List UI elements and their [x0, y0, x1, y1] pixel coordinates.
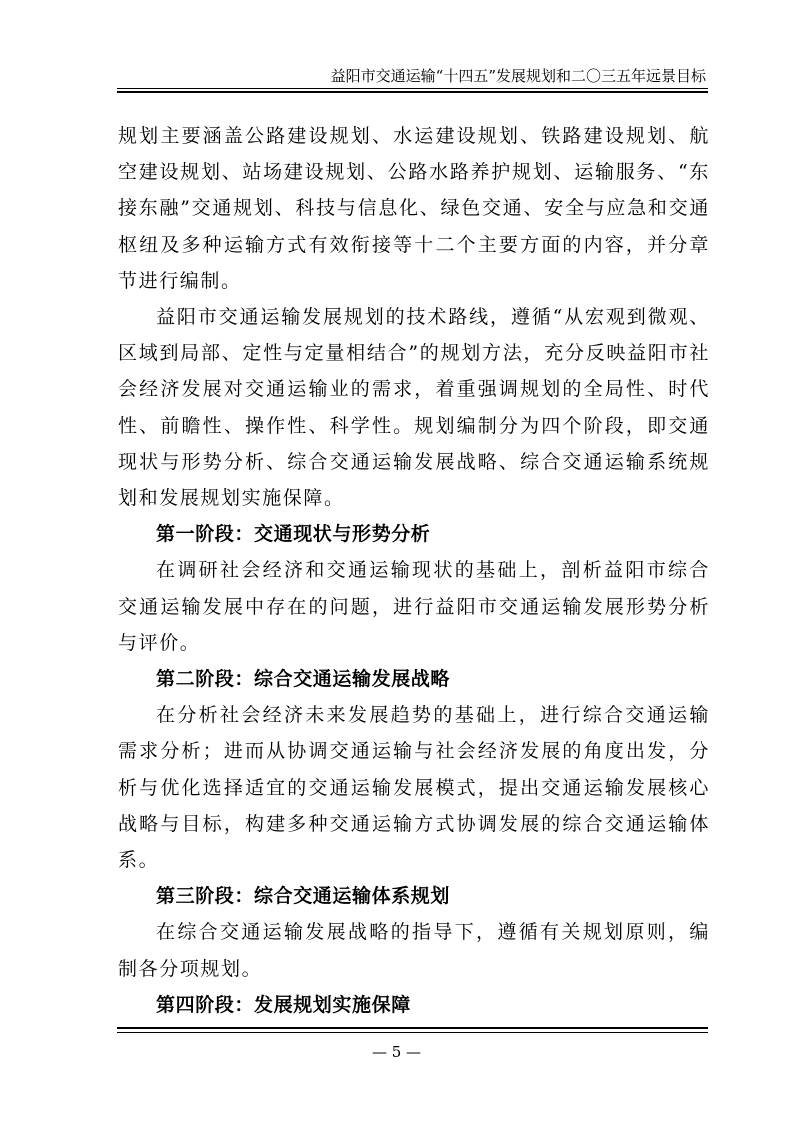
heading-stage-3: 第三阶段：综合交通运输体系规划 — [156, 885, 451, 908]
paragraph-scope: 规划主要涵盖公路建设规划、水运建设规划、铁路建设规划、航空建设规划、站场建设规划、公路水路养护规划、运输服务、“东接东融”交通规划、科技与信息化、绿色交通、安全与应急和交通枢纽及多种运输方式有效衔接等十二个主要方面的内容，并分章节进行编制。 — [118, 125, 710, 292]
header-rule-thin — [117, 88, 708, 89]
paragraph-technical-route: 益阳市交通运输发展规划的技术路线，遵循“从宏观到微观、区域到局部、定性与定量相结合”的规划方法，充分反映益阳市社会经济发展对交通运输业的需求，着重强调规划的全局性、时代性、前瞻性、操作性、科学性。规划编制分为四个阶段，即交通现状与形势分析、综合交通运输发展战略、综合交通运输系统规划和发展规划实施保障。 — [118, 306, 710, 510]
footer-rule-thick — [117, 1027, 708, 1029]
heading-stage-2: 第二阶段：综合交通运输发展战略 — [156, 668, 451, 691]
paragraph-stage-1: 在调研社会经济和交通运输现状的基础上，剖析益阳市综合交通运输发展中存在的问题，进行益阳市交通运输发展形势分析与评价。 — [118, 559, 710, 654]
paragraph-stage-3: 在综合交通运输发展战略的指导下，遵循有关规划原则，编制各分项规划。 — [118, 921, 710, 980]
main-content — [118, 118, 710, 1023]
page-number: — 5 — — [371, 1043, 422, 1061]
paragraph-stage-2: 在分析社会经济未来发展趋势的基础上，进行综合交通运输需求分析；进而从协调交通运输与社会经济发展的角度出发，分析与优化选择适宜的交通运输发展模式，提出交通运输发展核心战略与目标，构建多种交通运输方式协调发展的综合交通运输体系。 — [118, 704, 710, 872]
heading-stage-1: 第一阶段：交通现状与形势分析 — [156, 523, 431, 546]
header-title: 益阳市交通运输“十四五”发展规划和二〇三五年远景目标 — [330, 67, 706, 85]
page-header — [117, 66, 708, 92]
header-rule-thick — [117, 91, 708, 93]
heading-stage-4: 第四阶段：发展规划实施保障 — [156, 993, 411, 1016]
footer-rule-thin — [117, 1032, 708, 1033]
